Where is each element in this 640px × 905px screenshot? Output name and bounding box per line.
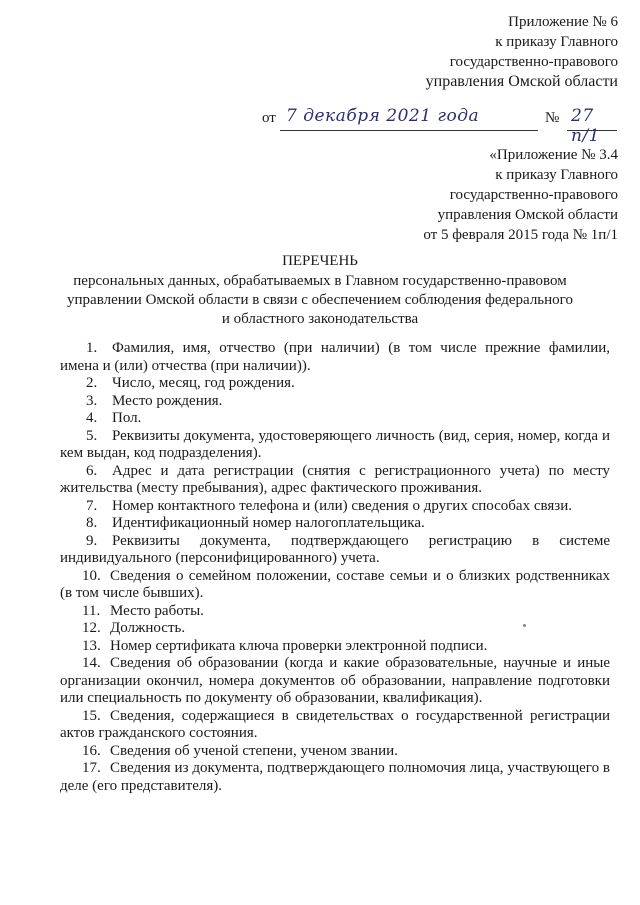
list-item (60, 393, 610, 411)
title-subtitle-line: персональных данных, обрабатываемых в Главном государственно-правовом (73, 273, 567, 289)
list-item-number: 1. (86, 340, 98, 356)
list-item (60, 743, 610, 761)
order-prefix: от (262, 110, 276, 126)
list-item-number: 8. (86, 515, 98, 531)
list-item (60, 410, 610, 428)
list-item-text-continued: иные организации окончил, номера документов об образовании, направление подготовки или специальность по документу об образовании, квалификация). (60, 655, 610, 706)
annex-line: от 5 февраля 2015 года № 1п/1 (423, 227, 618, 243)
list-item-text-continued: индивидуального (персонифицированного) учета. (60, 550, 380, 566)
title-subtitle-line: и областного законодательства (221, 311, 419, 327)
annex-header (423, 145, 618, 245)
header-line: государственно-правового (449, 54, 618, 70)
list-item-text-continued: когда и кем выдан, код подразделения). (60, 427, 610, 461)
list-item (60, 760, 610, 795)
list-item-text: Реквизиты документа, подтверждающего регистрацию в системе (112, 532, 610, 549)
list-item-text: Сведения, содержащиеся в свидетельствах о государственной (110, 707, 523, 724)
list-item-text: Сведения из документа, подтверждающего полномочия лица, (110, 760, 504, 776)
header-line: к приказу Главного (495, 34, 618, 50)
title-subtitle-line: управлении Омской области в связи с обеспечением соблюдения федерального (67, 292, 573, 308)
title-heading: ПЕРЕЧЕНЬ (282, 253, 358, 269)
list-item-text: Место рождения. (112, 392, 223, 409)
list-item-text: Фамилия, имя, отчество (при наличии) (в том числе прежние (112, 340, 541, 356)
list-item-number: 16. (82, 742, 101, 759)
list-item-text: Сведения об ученой степени, ученом звании. (110, 742, 398, 759)
list-item-text: Сведения об образовании (когда и какие образовательные, научные и (110, 655, 572, 671)
header-line: Приложение № 6 (508, 14, 618, 30)
list-item (60, 340, 610, 375)
list-item-text-continued: жительства (месту пребывания), адрес фактического проживания. (60, 480, 482, 496)
list-item-number: 14. (82, 655, 101, 671)
list-item-text: Сведения о семейном положении, составе семьи и о близких (110, 567, 511, 584)
header-line: управления Омской области (425, 73, 618, 90)
personal-data-list (60, 340, 611, 795)
list-item (60, 655, 610, 708)
list-item-text-continued: родственниках (в том числе бывших). (60, 567, 610, 601)
list-item-text: Адрес и дата регистрации (снятия с регистрационного учета) по месту (112, 462, 610, 479)
list-item-number: 9. (86, 532, 98, 549)
list-item (60, 568, 610, 603)
handwritten-date: 7 декабря 2021 года (286, 106, 480, 126)
list-item (60, 463, 610, 498)
document-title (60, 252, 580, 329)
list-item (60, 603, 610, 621)
list-item-text: Номер сертификата ключа проверки электронной подписи. (110, 637, 488, 654)
list-item-text: Место работы. (110, 602, 204, 619)
annex-line: «Приложение № 3.4 (489, 147, 618, 163)
annex-line: управления Омской области (437, 207, 618, 223)
order-date-line (262, 106, 622, 146)
list-item (60, 638, 610, 656)
list-item-text-continued: фамилии, имена и (или) отчества (при наличии)). (60, 340, 610, 374)
list-item-text-continued: участвующего в деле (его представителя). (60, 760, 610, 794)
list-item-number: 17. (82, 760, 101, 776)
list-item-text: Реквизиты документа, удостоверяющего личность (вид, серия, номер, (112, 427, 561, 444)
list-item (60, 708, 610, 743)
list-item-number: 5. (86, 427, 98, 444)
list-item (60, 533, 610, 568)
list-item-number: 7. (86, 497, 98, 514)
order-date-field (280, 108, 538, 131)
list-item-number: 13. (82, 637, 101, 654)
annex-line: к приказу Главного (495, 167, 618, 183)
annex-line: государственно-правового (449, 187, 618, 203)
list-item-text: Должность. (110, 620, 186, 636)
list-item-number: 11. (82, 602, 101, 619)
list-item-text-continued: регистрации актов гражданского состояния. (60, 707, 611, 741)
list-item-number: 4. (86, 410, 98, 426)
list-item (60, 428, 610, 463)
list-item (60, 498, 610, 516)
list-item-text: Номер контактного телефона и (или) сведения о других способах (112, 497, 531, 514)
handwritten-number: 27 п/1 (571, 106, 600, 146)
appendix-header (426, 12, 618, 92)
list-item (60, 620, 610, 638)
list-item (60, 515, 610, 533)
list-item-text: Число, месяц, год рождения. (112, 375, 295, 391)
scan-speck (523, 624, 526, 627)
list-item-number: 2. (86, 375, 98, 391)
list-item-number: 10. (82, 567, 101, 584)
order-number-sign: № (545, 110, 560, 126)
list-item (60, 375, 610, 393)
list-item-text: Идентификационный номер налогоплательщика. (112, 515, 425, 531)
list-item-number: 15. (82, 707, 101, 724)
list-item-number: 3. (86, 392, 98, 409)
list-item-number: 6. (86, 462, 98, 479)
list-item-number: 12. (82, 620, 101, 636)
list-item-text-continued: связи. (533, 497, 572, 514)
order-number-field (567, 106, 617, 146)
list-item-text: Пол. (112, 410, 142, 426)
